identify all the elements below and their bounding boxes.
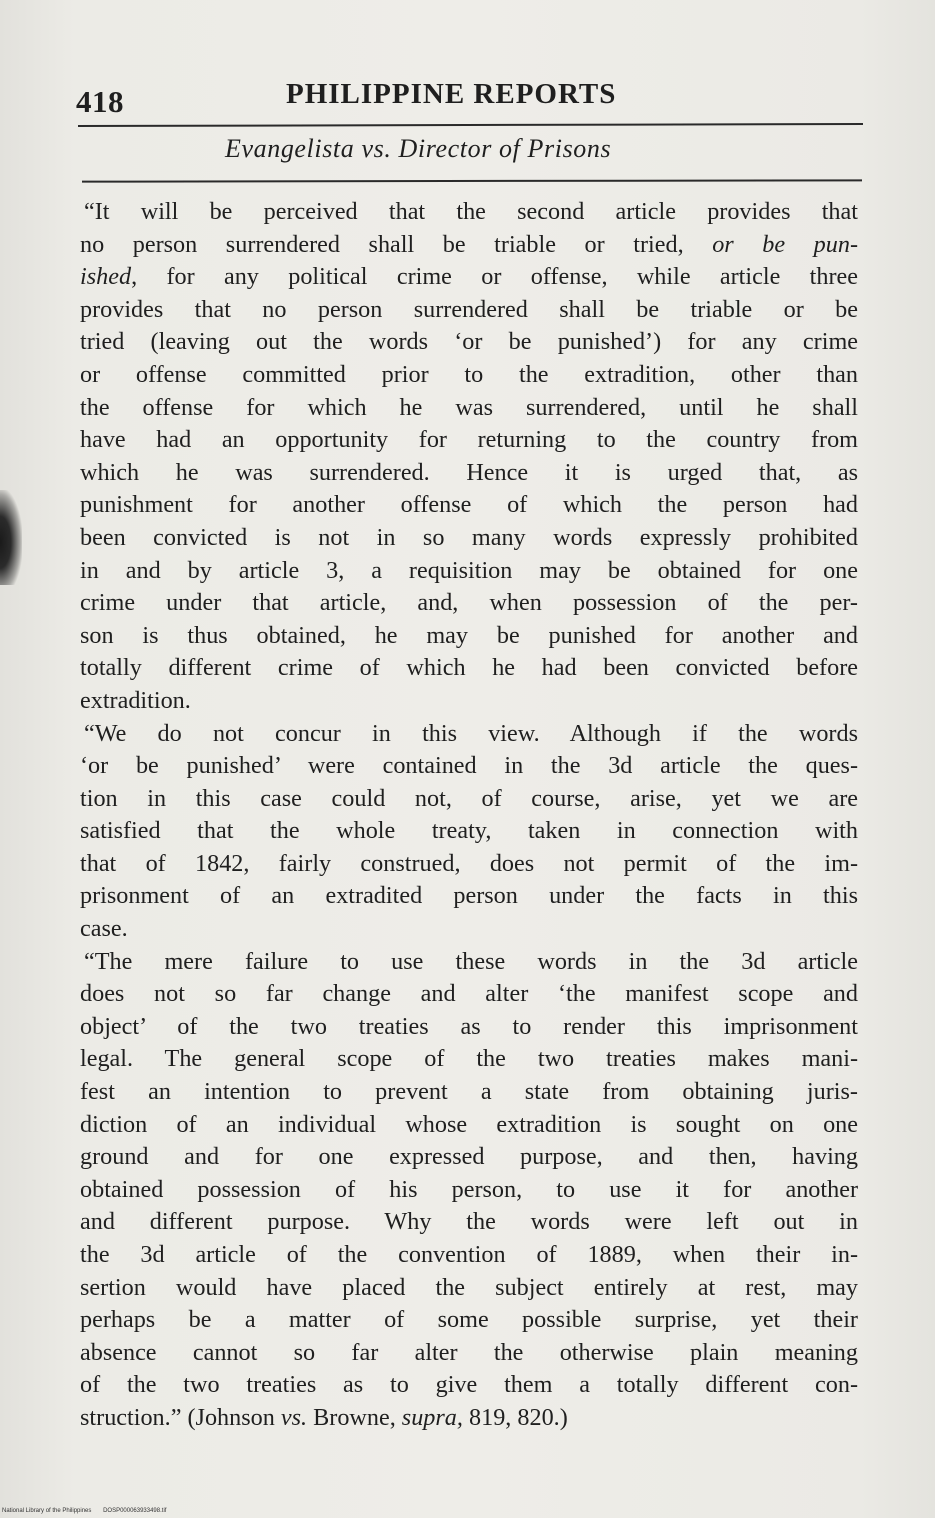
- text-line: the offense for which he was surrendered, until he shall: [80, 393, 858, 421]
- text-line: does not so far change and alter ‘the manifest scope and: [80, 980, 858, 1008]
- text-line: of the two treaties as to give them a totally different con-: [80, 1371, 858, 1399]
- text-line: or offense committed prior to the extradition, other than: [80, 360, 858, 388]
- case-title-left: Evangelista: [225, 134, 355, 163]
- text-line: absence cannot so far alter the otherwise plain meaning: [80, 1338, 858, 1366]
- text-line: satisfied that the whole treaty, taken in connection with: [80, 817, 858, 845]
- header-rule-top: [78, 123, 863, 127]
- text-line: which he was surrendered. Hence it is urged that, as: [80, 458, 858, 486]
- footer-library: National Library of the Philippines: [2, 1508, 92, 1514]
- binding-shadow: [0, 490, 22, 585]
- text-line: ‘or be punished’ were contained in the 3d article the ques-: [80, 752, 858, 780]
- text-line: fest an intention to prevent a state from obtaining juris-: [80, 1078, 858, 1106]
- text-line: son is thus obtained, he may be punished for another and: [80, 621, 858, 649]
- text-line: punishment for another offense of which the person had: [80, 491, 858, 519]
- text-segment-italic: vs.: [280, 1403, 308, 1431]
- page-number: 418: [76, 84, 124, 119]
- text-line: provides that no person surrendered shall be triable or be: [80, 295, 858, 323]
- text-line: perhaps be a matter of some possible surprise, yet their: [80, 1306, 858, 1334]
- text-line: obtained possession of his person, to use it for another: [80, 1175, 858, 1203]
- scan-footer: [2, 1508, 176, 1514]
- text-segment-italic: or be pun-: [712, 230, 858, 258]
- text-segment: no person surrendered shall be triable or tried,: [80, 230, 713, 258]
- text-segment-italic: ished: [80, 263, 132, 291]
- case-title-right: Director of Prisons: [398, 134, 612, 163]
- text-line: ground and for one expressed purpose, and then, having: [80, 1143, 858, 1171]
- text-line: tion in this case could not, of course, arise, yet we are: [80, 784, 858, 812]
- text-line: case.: [80, 915, 128, 943]
- text-line: extradition.: [80, 686, 191, 714]
- text-line: tried (leaving out the words ‘or be punished’) for any crime: [80, 328, 858, 356]
- text-line: [80, 1402, 858, 1435]
- text-line: diction of an individual whose extradition is sought on one: [80, 1110, 858, 1138]
- footer-code: DOSP000063933498.tif: [103, 1508, 167, 1514]
- header-rule-bottom: [82, 179, 862, 182]
- text-line: crime under that article, and, when possession of the per-: [80, 589, 858, 617]
- text-line: been convicted is not in so many words expressly prohibited: [80, 523, 858, 551]
- text-line: prisonment of an extradited person under the facts in this: [80, 882, 858, 910]
- text-segment: 819, 820.): [462, 1403, 568, 1431]
- text-line: [80, 229, 858, 262]
- page-header: [76, 78, 866, 122]
- text-line: that of 1842, fairly construed, does not permit of the im-: [80, 849, 858, 877]
- case-title: [225, 134, 611, 164]
- text-line: the 3d article of the convention of 1889, when their in-: [80, 1241, 858, 1268]
- text-line: legal. The general scope of the two treaties makes mani-: [80, 1045, 858, 1073]
- text-segment: struction.” (Johnson: [80, 1403, 281, 1431]
- case-title-vs: vs.: [361, 134, 392, 163]
- text-line: totally different crime of which he had been convicted before: [80, 654, 858, 682]
- text-line: “The mere failure to use these words in the 3d article: [84, 947, 858, 975]
- text-segment: , for any political crime or offense, while article three: [131, 263, 858, 291]
- text-line: have had an opportunity for returning to the country from: [80, 426, 858, 454]
- text-line: object’ of the two treaties as to render this imprisonment: [80, 1012, 858, 1040]
- text-segment: Browne,: [307, 1403, 402, 1431]
- text-line: and different purpose. Why the words were left out in: [80, 1208, 858, 1236]
- text-line: sertion would have placed the subject entirely at rest, may: [80, 1273, 858, 1301]
- body-text: [80, 196, 858, 1435]
- text-segment-italic: supra,: [401, 1403, 463, 1431]
- text-line: [80, 261, 858, 294]
- text-line: “We do not concur in this view. Although if the words: [84, 719, 858, 747]
- running-head: PHILIPPINE REPORTS: [286, 78, 617, 110]
- text-line: “It will be perceived that the second article provides that: [84, 198, 858, 225]
- text-line: in and by article 3, a requisition may be obtained for one: [80, 556, 858, 584]
